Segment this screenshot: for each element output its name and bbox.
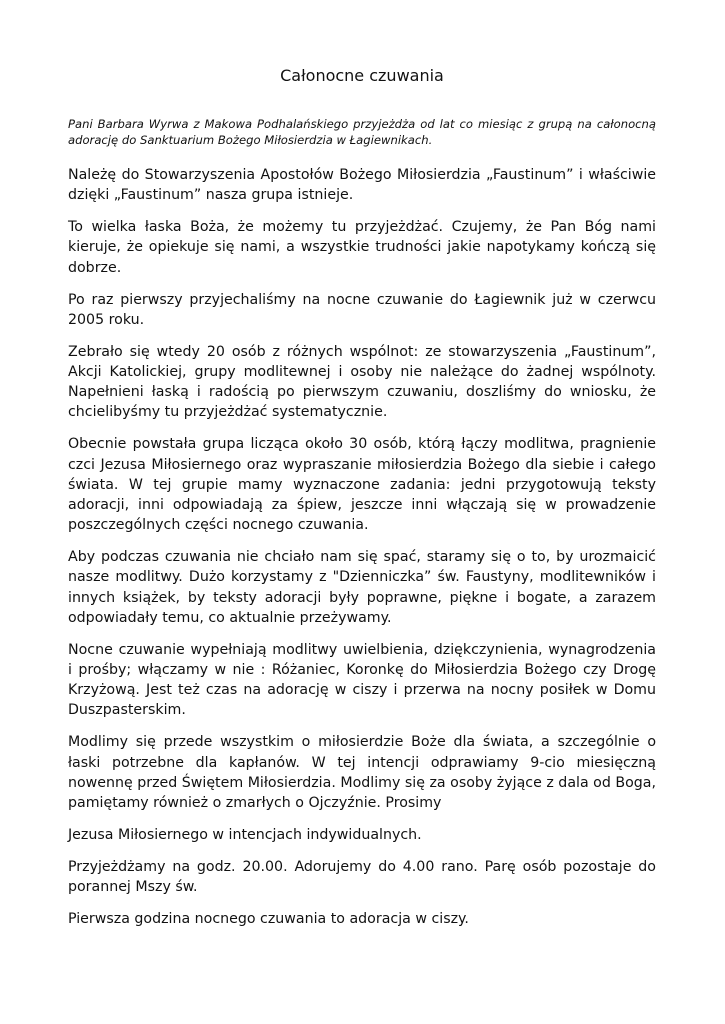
body-paragraph-8: Modlimy się przede wszystkim o miłosierdzie Boże dla świata, a szczególnie o łaski potrzebne dla kapłanów. W tej intencji odprawiamy 9-cio miesięczną nowennę przed Świętem Miłosierdzia. Modlimy się za osoby żyjące z dala od Boga, pamiętamy również o zmarłych o Ojczyźnie. Prosimy xyxy=(68,734,656,812)
document-page xyxy=(68,64,656,929)
document-title: Całonocne czuwania xyxy=(280,66,444,85)
body-paragraph-4: Zebrało się wtedy 20 osób z różnych wspólnot: ze stowarzyszenia „Faustinum”, Akcji Katolickiej, grupy modlitewnej i osoby nie należące do żadnej wspólnoty. Napełnieni łaską i radością po pierwszym czuwaniu, doszliśmy do wniosku, że chcielibyśmy tu przyjeżdżać systematycznie. xyxy=(68,343,656,421)
body-paragraph-5: Obecnie powstała grupa licząca około 30 osób, którą łączy modlitwa, pragnienie czci Jezusa Miłosiernego oraz wypraszanie miłosierdzia Bożego dla siebie i całego świata. W tej grupie mamy wyznaczone zadania: jedni przygotowują teksty adoracji, inni odpowiadają za śpiew, jeszcze inni włączają się w prowadzenie poszczególnych części nocnego czuwania. xyxy=(68,436,656,534)
body-paragraph-6: Aby podczas czuwania nie chciało nam się spać, staramy się o to, by urozmaicić nasze modlitwy. Dużo korzystamy z "Dzienniczka” św. Faustyny, modlitewników i innych książek, by teksty adoracji były poprawne, piękne i bogate, a zarazem odpowiadały temu, co aktualnie przeżywamy. xyxy=(68,549,656,626)
body-paragraph-11: Pierwsza godzina nocnego czuwania to adoracja w ciszy. xyxy=(68,911,469,928)
intro-paragraph: Pani Barbara Wyrwa z Makowa Podhalańskiego przyjeżdża od lat co miesiąc z grupą na całonocną adorację do Sanktuarium Bożego Miłosierdzia w Łagiewnikach. xyxy=(68,117,656,147)
body-paragraph-1: Należę do Stowarzyszenia Apostołów Bożego Miłosierdzia „Faustinum” i właściwie dzięki „Faustinum” nasza grupa istnieje. xyxy=(68,167,656,204)
body-paragraph-10: Przyjeżdżamy na godz. 20.00. Adorujemy do 4.00 rano. Parę osób pozostaje do porannej Mszy św. xyxy=(68,859,656,896)
body-paragraph-2: To wielka łaska Boża, że możemy tu przyjeżdżać. Czujemy, że Pan Bóg nami kieruje, że opiekuje się nami, a wszystkie trudności jakie napotykamy kończą się dobrze. xyxy=(68,219,656,276)
body-paragraph-7: Nocne czuwanie wypełniają modlitwy uwielbienia, dziękczynienia, wynagrodzenia i prośby; włączamy w nie : Różaniec, Koronkę do Miłosierdzia Bożego czy Drogę Krzyżową. Jest też czas na adorację w ciszy i przerwa na nocny posiłek w Domu Duszpasterskim. xyxy=(68,641,656,719)
body-paragraph-3: Po raz pierwszy przyjechaliśmy na nocne czuwanie do Łagiewnik już w czerwcu 2005 roku. xyxy=(68,291,656,328)
body-paragraph-9: Jezusa Miłosiernego w intencjach indywidualnych. xyxy=(68,827,422,844)
